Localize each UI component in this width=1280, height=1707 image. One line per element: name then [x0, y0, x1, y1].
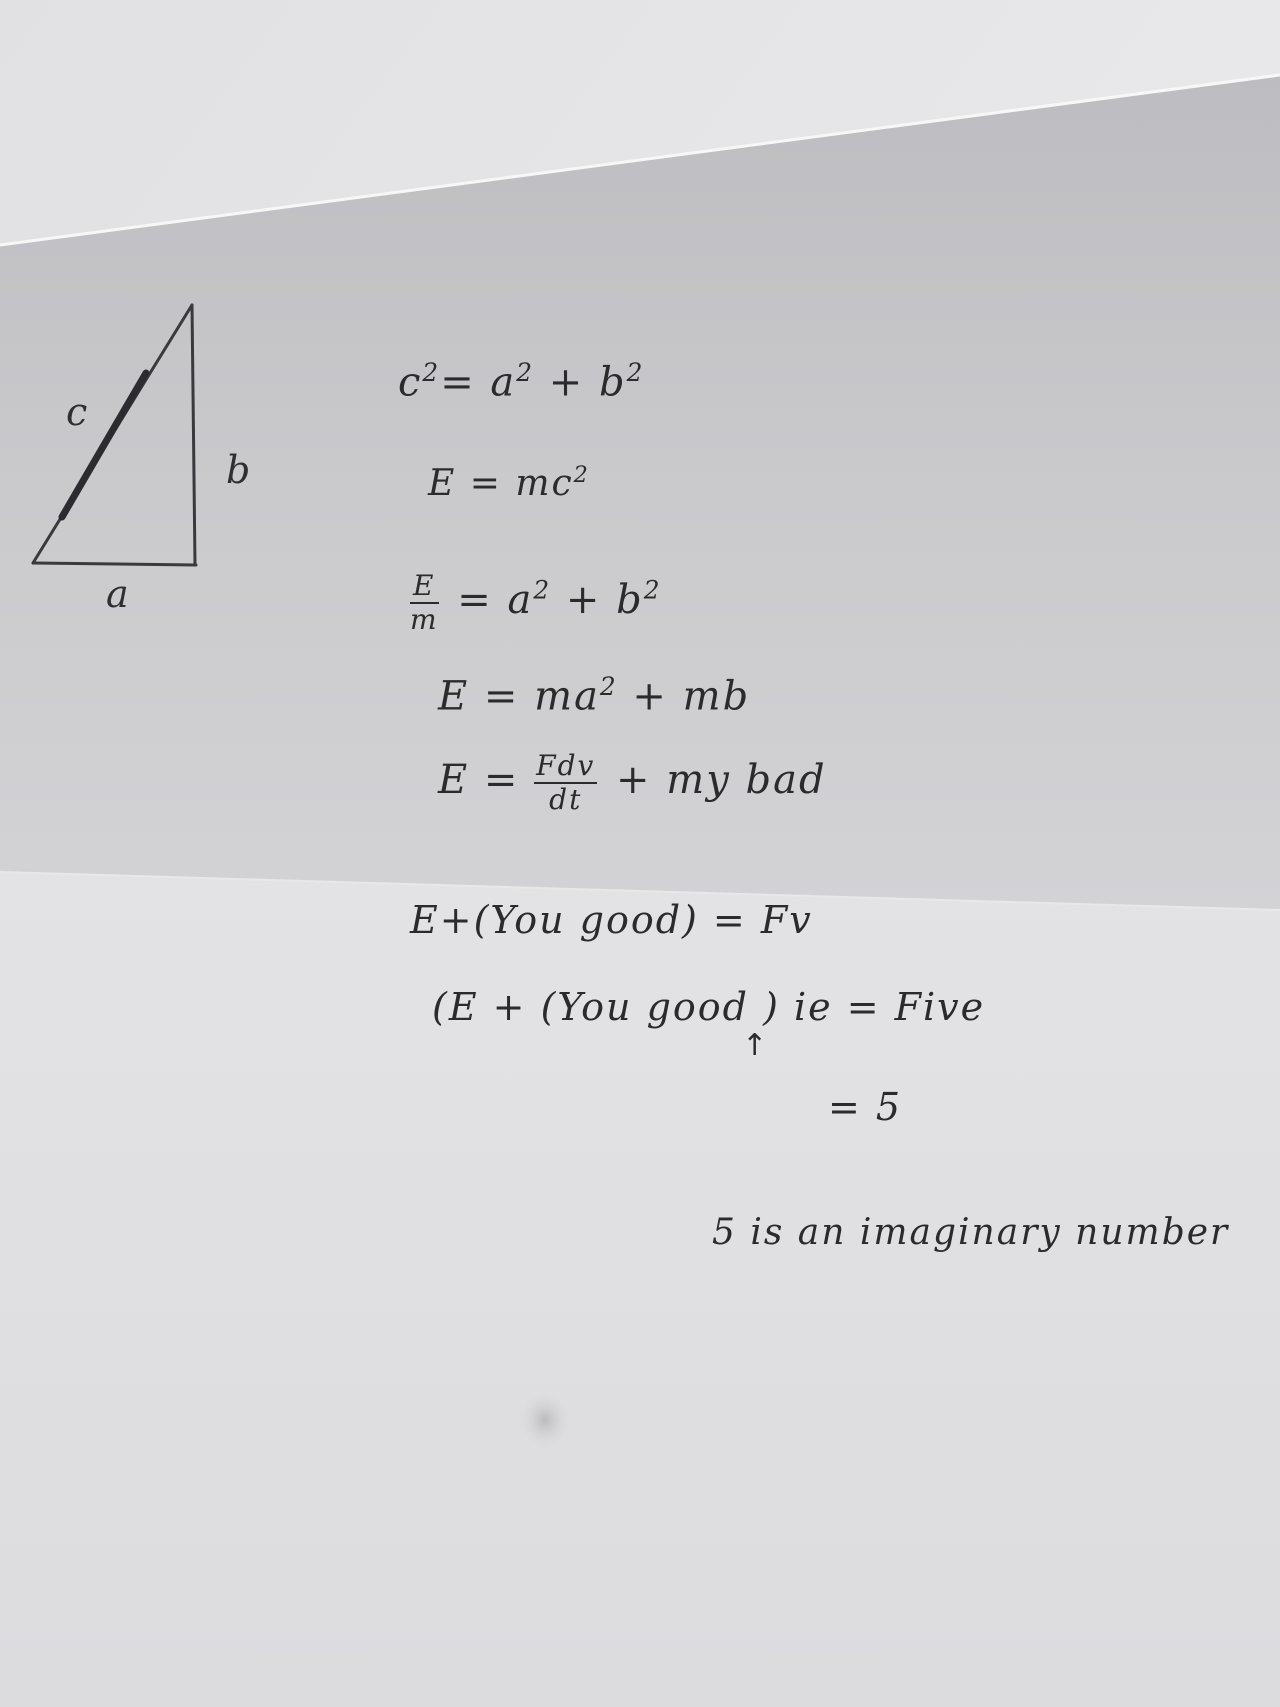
eq4-lhs-exp: 2: [599, 672, 618, 701]
eq4-rhs: + mb: [617, 673, 751, 720]
equation-einstein: [428, 462, 590, 504]
equation-equals-five: = 5: [828, 1085, 903, 1129]
eq5-rhs: + my bad: [601, 757, 827, 803]
equation-you-good: E+(You good) = Fv: [410, 898, 813, 942]
eq3-mid-exp: 2: [533, 575, 552, 605]
eq5-fraction: [534, 749, 597, 816]
arrow-up-icon: ↑: [742, 1028, 768, 1063]
eq2-mid-exp: 2: [573, 462, 590, 488]
conclusion-text: 5 is an imaginary number: [712, 1212, 1230, 1253]
eq1-mid: = a: [440, 359, 517, 406]
equation-five: (E + (You good ) ie = Five: [432, 985, 986, 1029]
triangle-label-a: a: [106, 572, 129, 616]
eq2-mid: = mc: [456, 463, 574, 504]
eq5-lhs: E =: [438, 757, 535, 803]
eq1-mid-exp: 2: [516, 358, 535, 387]
eq3-rhs-exp: 2: [643, 575, 662, 605]
eq1-rhs: + b: [534, 359, 627, 406]
triangle-label-c: c: [66, 390, 88, 434]
eq4-lhs: E = ma: [438, 673, 600, 720]
eq3-fraction-den: m: [410, 603, 439, 636]
eq3-mid: = a: [442, 577, 534, 623]
eq2-lhs: E: [428, 463, 457, 504]
triangle-label-b: b: [226, 448, 251, 492]
equation-pythagoras: [398, 358, 644, 405]
eq3-fraction-num: E: [410, 572, 439, 604]
eq1-lhs: c: [398, 359, 423, 406]
eq3-rhs: + b: [551, 577, 644, 623]
smudge: [519, 1390, 571, 1450]
eq5-fraction-den: dt: [549, 783, 583, 816]
eq1-rhs-exp: 2: [626, 358, 645, 387]
eq3-fraction: [410, 569, 439, 636]
eq1-lhs-exp: 2: [422, 358, 441, 387]
eq5-fraction-num: Fdv: [536, 749, 596, 782]
equation-combined: [410, 569, 662, 636]
equation-derivative: [438, 749, 827, 816]
triangle-side-a: [33, 563, 196, 565]
equation-expanded: [438, 672, 750, 719]
